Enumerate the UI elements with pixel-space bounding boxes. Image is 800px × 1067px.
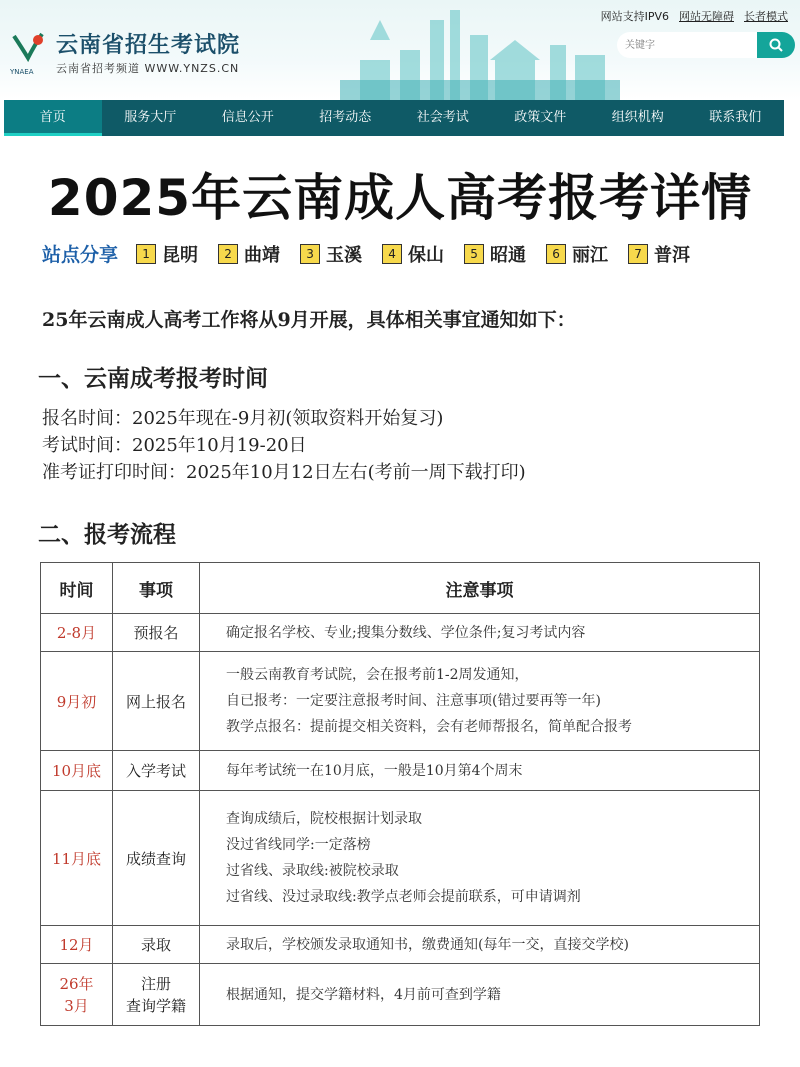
nav-policy-docs[interactable]: 政策文件	[514, 110, 567, 125]
share-item-puer[interactable]: 7 普洱	[628, 241, 690, 267]
row-time: 2-8月	[41, 614, 113, 652]
svg-text:YNAEA: YNAEA	[10, 68, 34, 76]
top-links	[601, 8, 788, 24]
col-header-item: 事项	[113, 563, 200, 614]
table-row	[41, 652, 760, 751]
row-notes: 查询成绩后，院校根据计划录取 没过省线同学:一定落榜 过省线、录取线:被院校录取 过省线、没过录取线:教学点老师会提前联系，可申请调剂	[200, 791, 760, 926]
table-row	[41, 791, 760, 926]
section1-heading: 一、云南成考报考时间	[38, 366, 268, 392]
row-notes: 根据通知，提交学籍材料，4月前可查到学籍	[200, 964, 760, 1026]
site-share-bar	[42, 240, 710, 267]
row-notes: 每年考试统一在10月底，一般是10月第4个周末	[200, 751, 760, 791]
register-time-line: 报名时间：2025年现在-9月初(领取资料开始复习)	[42, 408, 444, 429]
row-time: 9月初	[41, 652, 113, 751]
intro-text: 25年云南成人高考工作将从9月开展，具体相关事宜通知如下：	[42, 309, 576, 331]
row-notes: 确定报名学校、专业;搜集分数线、学位条件;复习考试内容	[200, 614, 760, 652]
city-skyline-illustration	[340, 0, 620, 100]
table-row	[41, 964, 760, 1026]
site-subtitle: 云南省招考频道 WWW.YNZS.CN	[56, 62, 240, 75]
search-button[interactable]	[757, 32, 795, 58]
row-item: 预报名	[113, 614, 200, 652]
share-item-zhaotong[interactable]: 5 昭通	[464, 241, 526, 267]
row-time: 11月底	[41, 791, 113, 926]
elder-mode-link[interactable]: 长者模式	[744, 10, 788, 23]
admission-ticket-line: 准考证打印时间：2025年10月12日左右(考前一周下载打印)	[42, 462, 526, 483]
share-item-qujing[interactable]: 2 曲靖	[218, 241, 280, 267]
nav-exam-news[interactable]: 招考动态	[319, 110, 372, 125]
exam-time-line: 考试时间：2025年10月19-20日	[42, 435, 307, 456]
col-header-time: 时间	[41, 563, 113, 614]
row-item: 网上报名	[113, 652, 200, 751]
share-item-yuxi[interactable]: 3 玉溪	[300, 241, 362, 267]
site-header	[0, 0, 800, 100]
row-item: 录取	[113, 926, 200, 964]
nav-service-hall[interactable]: 服务大厅	[124, 110, 177, 125]
row-item: 成绩查询	[113, 791, 200, 926]
process-table	[40, 562, 760, 1026]
nav-contact[interactable]: 联系我们	[709, 110, 762, 125]
share-item-baoshan[interactable]: 4 保山	[382, 241, 444, 267]
section2-heading: 二、报考流程	[38, 522, 176, 548]
table-header-row	[41, 563, 760, 614]
accessibility-link[interactable]: 网站无障碍	[679, 10, 734, 23]
share-item-kunming[interactable]: 1 昆明	[136, 241, 198, 267]
nav-social-exams[interactable]: 社会考试	[416, 110, 469, 125]
nav-home[interactable]: 首页	[4, 100, 102, 136]
row-time: 10月底	[41, 751, 113, 791]
search-icon	[769, 38, 783, 52]
table-row	[41, 926, 760, 964]
page-title: 2025年云南成人高考报考详情	[47, 169, 753, 227]
row-notes: 录取后，学校颁发录取通知书，缴费通知(每年一交，直接交学校)	[200, 926, 760, 964]
row-time: 12月	[41, 926, 113, 964]
search-input[interactable]	[617, 32, 757, 58]
site-logo[interactable]	[8, 28, 48, 76]
row-time: 26年 3月	[41, 964, 113, 1026]
main-nav	[4, 100, 784, 136]
ipv6-link[interactable]: 网站支持IPV6	[600, 10, 669, 23]
share-label: 站点分享	[42, 244, 119, 266]
nav-organization[interactable]: 组织机构	[611, 110, 664, 125]
col-header-notes: 注意事项	[200, 563, 760, 614]
row-notes: 一般云南教育考试院，会在报考前1-2周发通知， 自已报考：一定要注意报考时间、注意事项(错过要再等一年) 教学点报名：提前提交相关资料，会有老师帮报名，简单配合报考	[200, 652, 760, 751]
table-row	[41, 614, 760, 652]
site-title: 云南省招生考试院	[56, 33, 241, 58]
table-row	[41, 751, 760, 791]
share-item-lijiang[interactable]: 6 丽江	[546, 241, 608, 267]
row-item: 注册 查询学籍	[113, 964, 200, 1026]
row-item: 入学考试	[113, 751, 200, 791]
nav-info-public[interactable]: 信息公开	[221, 110, 274, 125]
